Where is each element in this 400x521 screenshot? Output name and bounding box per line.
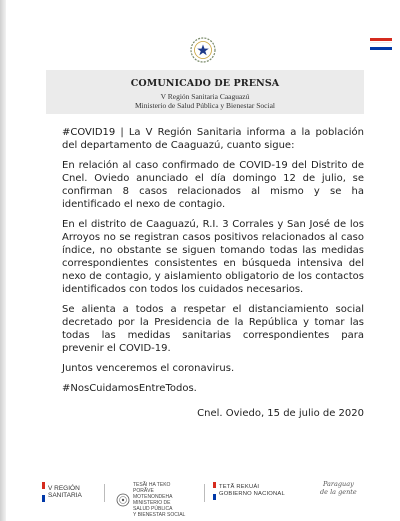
region-logo — [42, 482, 82, 502]
paraguay-de-la-gente-logo — [320, 480, 357, 496]
gob-label-line1: TETÃ REKUÁI — [219, 484, 260, 490]
header-subtitle-ministry: Ministerio de Salud Pública y Bienestar Social — [135, 101, 275, 110]
hashtag-nos-cuidamos[interactable]: #NosCuidamosEntreTodos. — [62, 383, 197, 394]
footer-logos — [6, 474, 400, 518]
gobierno-nacional-logo — [213, 482, 285, 500]
slogan-line2: de la gente — [320, 488, 357, 496]
paragraph-closing: Juntos venceremos el coronavirus. — [62, 363, 235, 374]
flag-stripes-icon — [370, 38, 392, 51]
paragraph-districts: En el distrito de Caaguazú, R.I. 3 Corrales y San José de los Arroyos no se registran casos positivos relacionados al caso índice, no obstante se siguen tomando todas las medidas correspondientes consistentes en búsqueda intensiva del nexo de contagio, y aislamiento obligatorio de los contactos identificados con todos los cuidados necesarios. — [62, 219, 364, 295]
paragraph-oviedo: En relación al caso confirmado de COVID-19 del Distrito de Cnel. Oviedo anunciado el día domingo 12 de julio, se confirman 8 casos relacionados al mismo y se ha identificado el nexo de contagio. — [62, 160, 364, 210]
ministry-line5: SALUD PÚBLICA — [133, 506, 173, 512]
ministry-line3: MOTENONDEHA — [133, 494, 173, 500]
separator: | — [120, 127, 124, 138]
gob-label-line2: GOBIERNO NACIONAL — [219, 491, 285, 497]
press-release-document — [6, 0, 400, 521]
paragraph-distancing: Se alienta a todos a respetar el distanciamiento social decretado por la Presidencia de la República y tomar las todas las medidas sanitarias correspondientes para prevenir el COVID-19. — [62, 304, 364, 354]
hashtag-covid19[interactable]: #COVID19 — [62, 127, 116, 138]
header-banner — [46, 70, 364, 114]
region-label-line2: SANITARIA — [48, 492, 82, 499]
ministry-line2: PORÃVE — [133, 488, 154, 494]
intro-text: La V Región Sanitaria informa a la población del departamento de Caaguazú, cuanto sigue: — [62, 127, 364, 151]
slogan-line1: Paraguay — [322, 480, 354, 488]
footer-divider — [204, 484, 205, 502]
ministry-emblem-icon — [116, 493, 130, 507]
ministry-logo — [116, 482, 185, 518]
place-date-signature: Cnel. Oviedo, 15 de julio de 2020 — [197, 408, 364, 419]
flag-bar-icon — [42, 482, 45, 502]
ministry-line6: Y BIENESTAR SOCIAL — [133, 512, 186, 518]
press-release-title: COMUNICADO DE PRENSA — [130, 78, 280, 89]
ministry-line4: MINISTERIO DE — [133, 500, 171, 506]
region-label-line1: V REGIÓN — [48, 485, 80, 492]
release-body — [62, 126, 364, 427]
flag-bar-icon — [213, 482, 216, 500]
paragraph-intro — [62, 126, 364, 152]
ministry-line1: TESÃI HA TEKO — [133, 482, 171, 488]
national-seal-star-icon — [189, 36, 217, 64]
footer-divider — [104, 484, 105, 502]
header-subtitle-region: V Región Sanitaria Caaguazú — [160, 92, 250, 101]
